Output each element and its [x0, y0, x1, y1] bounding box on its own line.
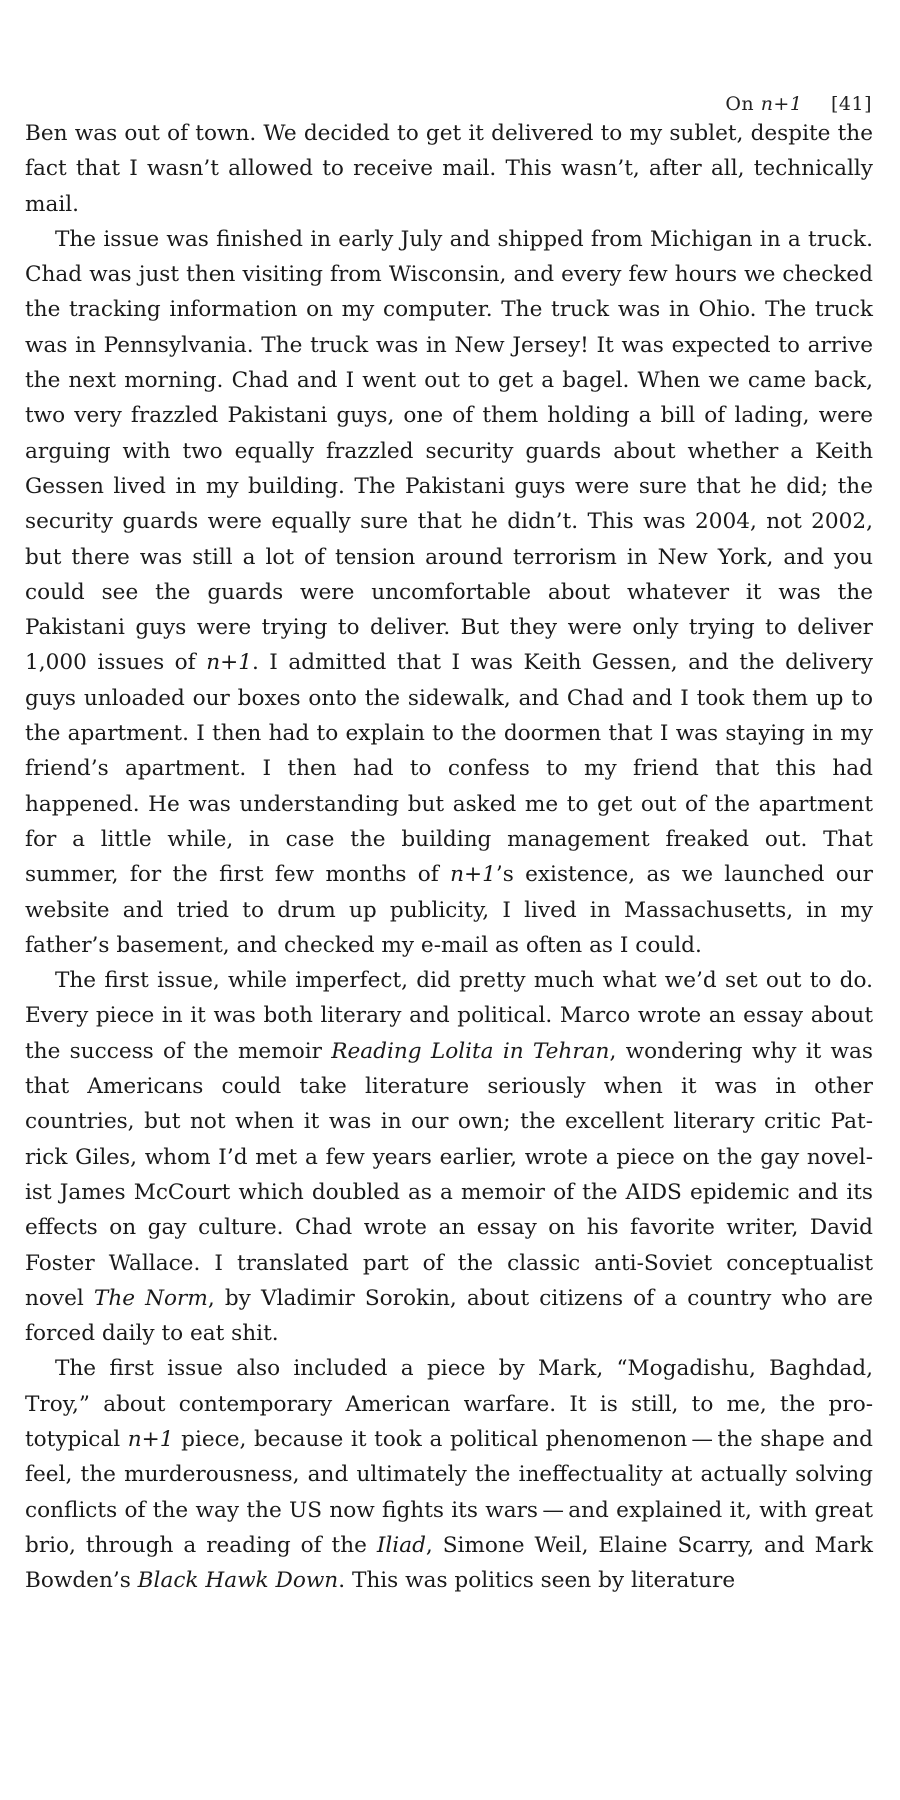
text-run: The first issue, while imperfect, did pretty much what we’d set out to do. Every piece in it was both literary and political. Marco wrote an essay about the success of the memoir	[25, 968, 873, 1064]
italic-text: n+1	[127, 1426, 174, 1452]
text-run: Ben was out of town. We decided to get it delivered to my sublet, despite the fact that I wasn’t allowed to receive mail. This wasn’t, after all, technically mail.	[25, 121, 873, 217]
text-run: , wondering why it was that Americans could take literature seriously when it was in other countries, but not when it was in our own; the excellent literary critic Patrick Giles, whom I’d met a few years earlier, wrote a piece on the gay novelist James McCourt which doubled as a memoir of the AIDS epidemic and its effects on gay culture. Chad wrote an essay on his favorite writer, David Foster Wallace. I translated part of the classic anti-Soviet conceptualist novel	[25, 1038, 873, 1311]
text-run: . I admitted that I was Keith Gessen, and the delivery guys unloaded our boxes onto the sidewalk, and Chad and I took them up to the apartment. I then had to explain to the doormen that I was staying in my friend’s apartment. I then had to confess to my friend that this had happened. He was understanding but asked me to get out of the apartment for a little while, in case the building management freaked out. That summer, for the first few months of	[25, 650, 874, 888]
italic-text: n+1	[206, 650, 252, 676]
paragraph	[25, 222, 873, 963]
italic-text: n+1	[450, 862, 496, 888]
paragraph	[25, 1351, 873, 1598]
italic-text: Iliad	[376, 1532, 426, 1558]
text-run: ’s existence, as we launched our website and tried to drum up publicity, I lived in Massachusetts, in my father’s basement, and checked my e-mail as often as I could.	[25, 862, 873, 958]
running-head-title-italic: n+1	[760, 93, 803, 115]
body-text	[25, 116, 873, 1598]
page-number: [41]	[830, 93, 872, 115]
italic-text: The Norm	[93, 1285, 208, 1311]
text-run: , Simone Weil, Elaine Scarry, and Mark Bowden’s	[25, 1532, 873, 1594]
italic-text: Reading Lolita in Tehran	[331, 1038, 610, 1064]
italic-text: Black Hawk Down	[137, 1568, 339, 1594]
running-head-title	[725, 93, 802, 115]
text-run: piece, because it took a political phenomenon — the shape and feel, the murderousness, and ultimately the ineffectuality at actually solving conflicts of the way the US now fights its wars — and explained it, with great brio, through a reading of the	[25, 1426, 873, 1558]
text-run: The issue was finished in early July and shipped from Michigan in a truck. Chad was just then visiting from Wisconsin, and every few hours we checked the tracking information on my computer. The truck was in Ohio. The truck was in Pennsylvania. The truck was in New Jersey! It was expected to arrive the next morning. Chad and I went out to get a bagel. When we came back, two very frazzled Pakistani guys, one of them holding a bill of lading, were arguing with two equally frazzled security guards about whether a Keith Gessen lived in my building. The Pakistani guys were sure that he did; the security guards were equally sure that he didn’t. This was 2004, not 2002, but there was still a lot of tension around terrorism in New York, and you could see the guards were uncomfortable about whatever it was the Pakistani guys were trying to deliver. But they were only trying to deliver 1,000 issues of	[25, 226, 873, 676]
text-run: . This was politics seen by literature	[338, 1568, 736, 1594]
paragraph	[25, 116, 873, 222]
paragraph	[25, 963, 873, 1351]
text-run: The first issue also included a piece by Mark, “Mogadishu, Baghdad, Troy,” about contemporary American warfare. It is still, to me, the prototypical	[25, 1356, 873, 1452]
running-head-title-prefix: On	[725, 93, 761, 115]
running-head	[725, 92, 872, 116]
text-run: , by Vladimir Sorokin, about citizens of a country who are forced daily to eat shit.	[25, 1285, 873, 1347]
